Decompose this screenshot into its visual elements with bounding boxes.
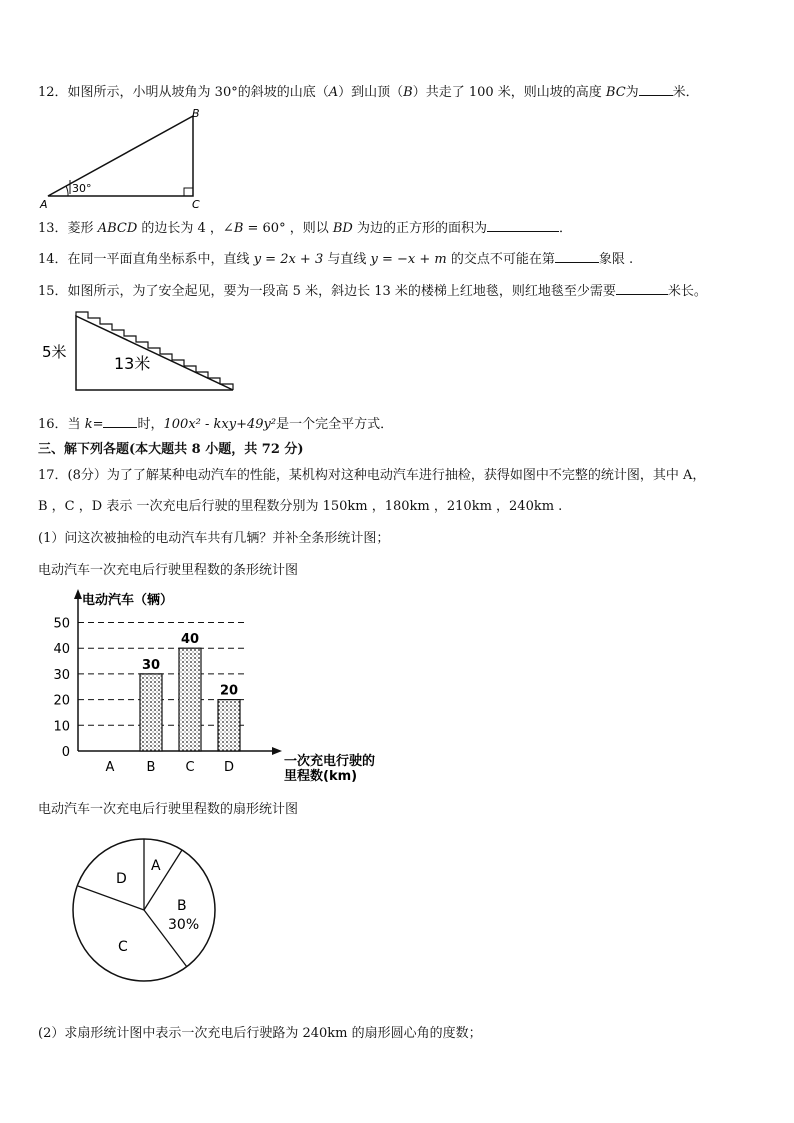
- answer-blank: [616, 282, 668, 295]
- q12-text: 为: [625, 85, 639, 100]
- bar-B: [140, 674, 162, 751]
- q17-line-2: B ，C ，D 表示 一次充电后行驶的里程数分别为 150km ，180km ，210km ，240km .: [38, 499, 563, 514]
- q12-text: 12．如图所示，小明从坡角为 30°的斜坡的山底（: [38, 85, 329, 100]
- angle-label: 30°: [72, 182, 92, 195]
- bar-D: [218, 700, 240, 751]
- pie-chart: [70, 836, 220, 986]
- bar-chart: [38, 585, 378, 785]
- y-tick-label: 50: [53, 616, 70, 632]
- q12-point-b: B: [403, 85, 413, 100]
- pie-label-b-percent: 30%: [168, 917, 200, 933]
- q13-bd: BD: [332, 221, 353, 236]
- question-12: [38, 83, 699, 102]
- slope-triangle-figure: [38, 104, 218, 210]
- stairs-height-label: 5米: [42, 343, 67, 361]
- data-label-D: 20: [219, 683, 239, 699]
- q16-text: 时，: [137, 417, 164, 432]
- q12-point-a: A: [328, 85, 339, 100]
- vertex-c-label: C: [192, 198, 200, 210]
- right-angle-mark: [184, 188, 193, 196]
- stairs-steps: [76, 312, 233, 390]
- q14-text: 与直线: [323, 252, 371, 267]
- q14-equation-1: y = 2x + 3: [253, 252, 324, 267]
- q16-text: 16．当: [38, 417, 85, 432]
- pie-label-c: C: [118, 939, 128, 955]
- q17-sub-1: (1）问这次被抽检的电动汽车共有几辆？并补全条形统计图；: [38, 531, 390, 546]
- section-3-title: 三、解下列各题(本大题共 8 小题，共 72 分): [38, 442, 304, 457]
- x-axis-arrow: [272, 747, 282, 755]
- bar-C: [179, 648, 201, 751]
- stairs-triangle: [76, 316, 233, 390]
- question-13: [38, 219, 572, 238]
- q12-text: ）到山顶（: [338, 85, 404, 100]
- x-axis-label-line-1: 一次充电行驶的: [284, 754, 376, 769]
- q12-bc: BC: [605, 85, 626, 100]
- y-tick-label: 30: [53, 667, 70, 683]
- bar-chart-caption: 电动汽车一次充电后行驶里程数的条形统计图: [38, 563, 299, 578]
- question-15: [38, 282, 707, 301]
- x-tick-label: B: [146, 760, 156, 775]
- pie-label-b: B: [177, 898, 187, 914]
- stairs-figure: [38, 310, 238, 394]
- q16-expression: 100x² - kxy+49y²: [163, 417, 277, 432]
- q13-text: 为边的正方形的面积为: [352, 221, 487, 236]
- answer-blank: [103, 415, 137, 428]
- y-tick-label: 0: [61, 745, 70, 760]
- pie-label-d: D: [116, 871, 127, 887]
- q14-equation-2: y = −x + m: [370, 252, 447, 267]
- y-tick-label: 40: [53, 642, 70, 658]
- x-axis-label-line-2: 里程数(km): [284, 769, 358, 784]
- pie-divider-c-d: [78, 886, 144, 910]
- q12-text: 米．: [672, 85, 699, 100]
- q17-sub-2: (2）求扇形统计图中表示一次充电后行驶路为 240km 的扇形圆心角的度数；: [38, 1026, 482, 1041]
- pie-label-a: A: [151, 858, 161, 874]
- q13-abcd: ABCD: [97, 221, 138, 236]
- x-tick-label: D: [223, 760, 235, 775]
- q13-text: = 60° ，则以: [243, 221, 333, 236]
- vertex-b-label: B: [192, 107, 200, 120]
- data-label-B: 30: [141, 657, 161, 673]
- q13-text: 的边长为 4 ，∠: [137, 221, 234, 236]
- q15-text: 15．如图所示，为了安全起见，要为一段高 5 米，斜边长 13 米的楼梯上红地毯，则红地毯至少需要: [38, 284, 616, 299]
- q17-line-1: 17．(8分）为了了解某种电动汽车的性能，某机构对这种电动汽车进行抽检，获得如图中不完整的统计图，其中 A，: [38, 468, 706, 483]
- x-tick-label: C: [185, 760, 195, 775]
- y-axis-arrow: [74, 589, 82, 599]
- vertex-a-label: A: [40, 198, 48, 210]
- question-16: [38, 415, 393, 434]
- q14-text: 的交点不可能在第: [446, 252, 555, 267]
- answer-blank: [639, 83, 673, 96]
- answer-blank: [487, 219, 559, 232]
- q13-text: 13．菱形: [38, 221, 98, 236]
- q16-text: 是一个完全平方式．: [276, 417, 394, 432]
- q14-text: 14．在同一平面直角坐标系中，直线: [38, 252, 254, 267]
- x-tick-label: A: [105, 760, 115, 775]
- q13-text: ．: [558, 221, 572, 236]
- y-tick-label: 10: [53, 719, 70, 735]
- q14-text: 象限 .: [598, 252, 634, 267]
- q13-angle-b: B: [233, 221, 244, 236]
- data-label-C: 40: [180, 632, 200, 648]
- q15-text: 米长。: [667, 284, 707, 299]
- question-14: [38, 250, 633, 269]
- stairs-hypotenuse-label: 13米: [114, 354, 151, 373]
- y-axis-label: 电动汽车（辆）: [82, 593, 174, 608]
- y-tick-label: 20: [53, 693, 70, 709]
- angle-arc: [66, 186, 68, 196]
- q12-text: ）共走了 100 米，则山坡的高度: [412, 85, 606, 100]
- q16-text: =: [92, 417, 104, 432]
- answer-blank: [555, 250, 599, 263]
- pie-chart-caption: 电动汽车一次充电后行驶里程数的扇形统计图: [38, 802, 299, 817]
- q16-k: k: [84, 417, 93, 432]
